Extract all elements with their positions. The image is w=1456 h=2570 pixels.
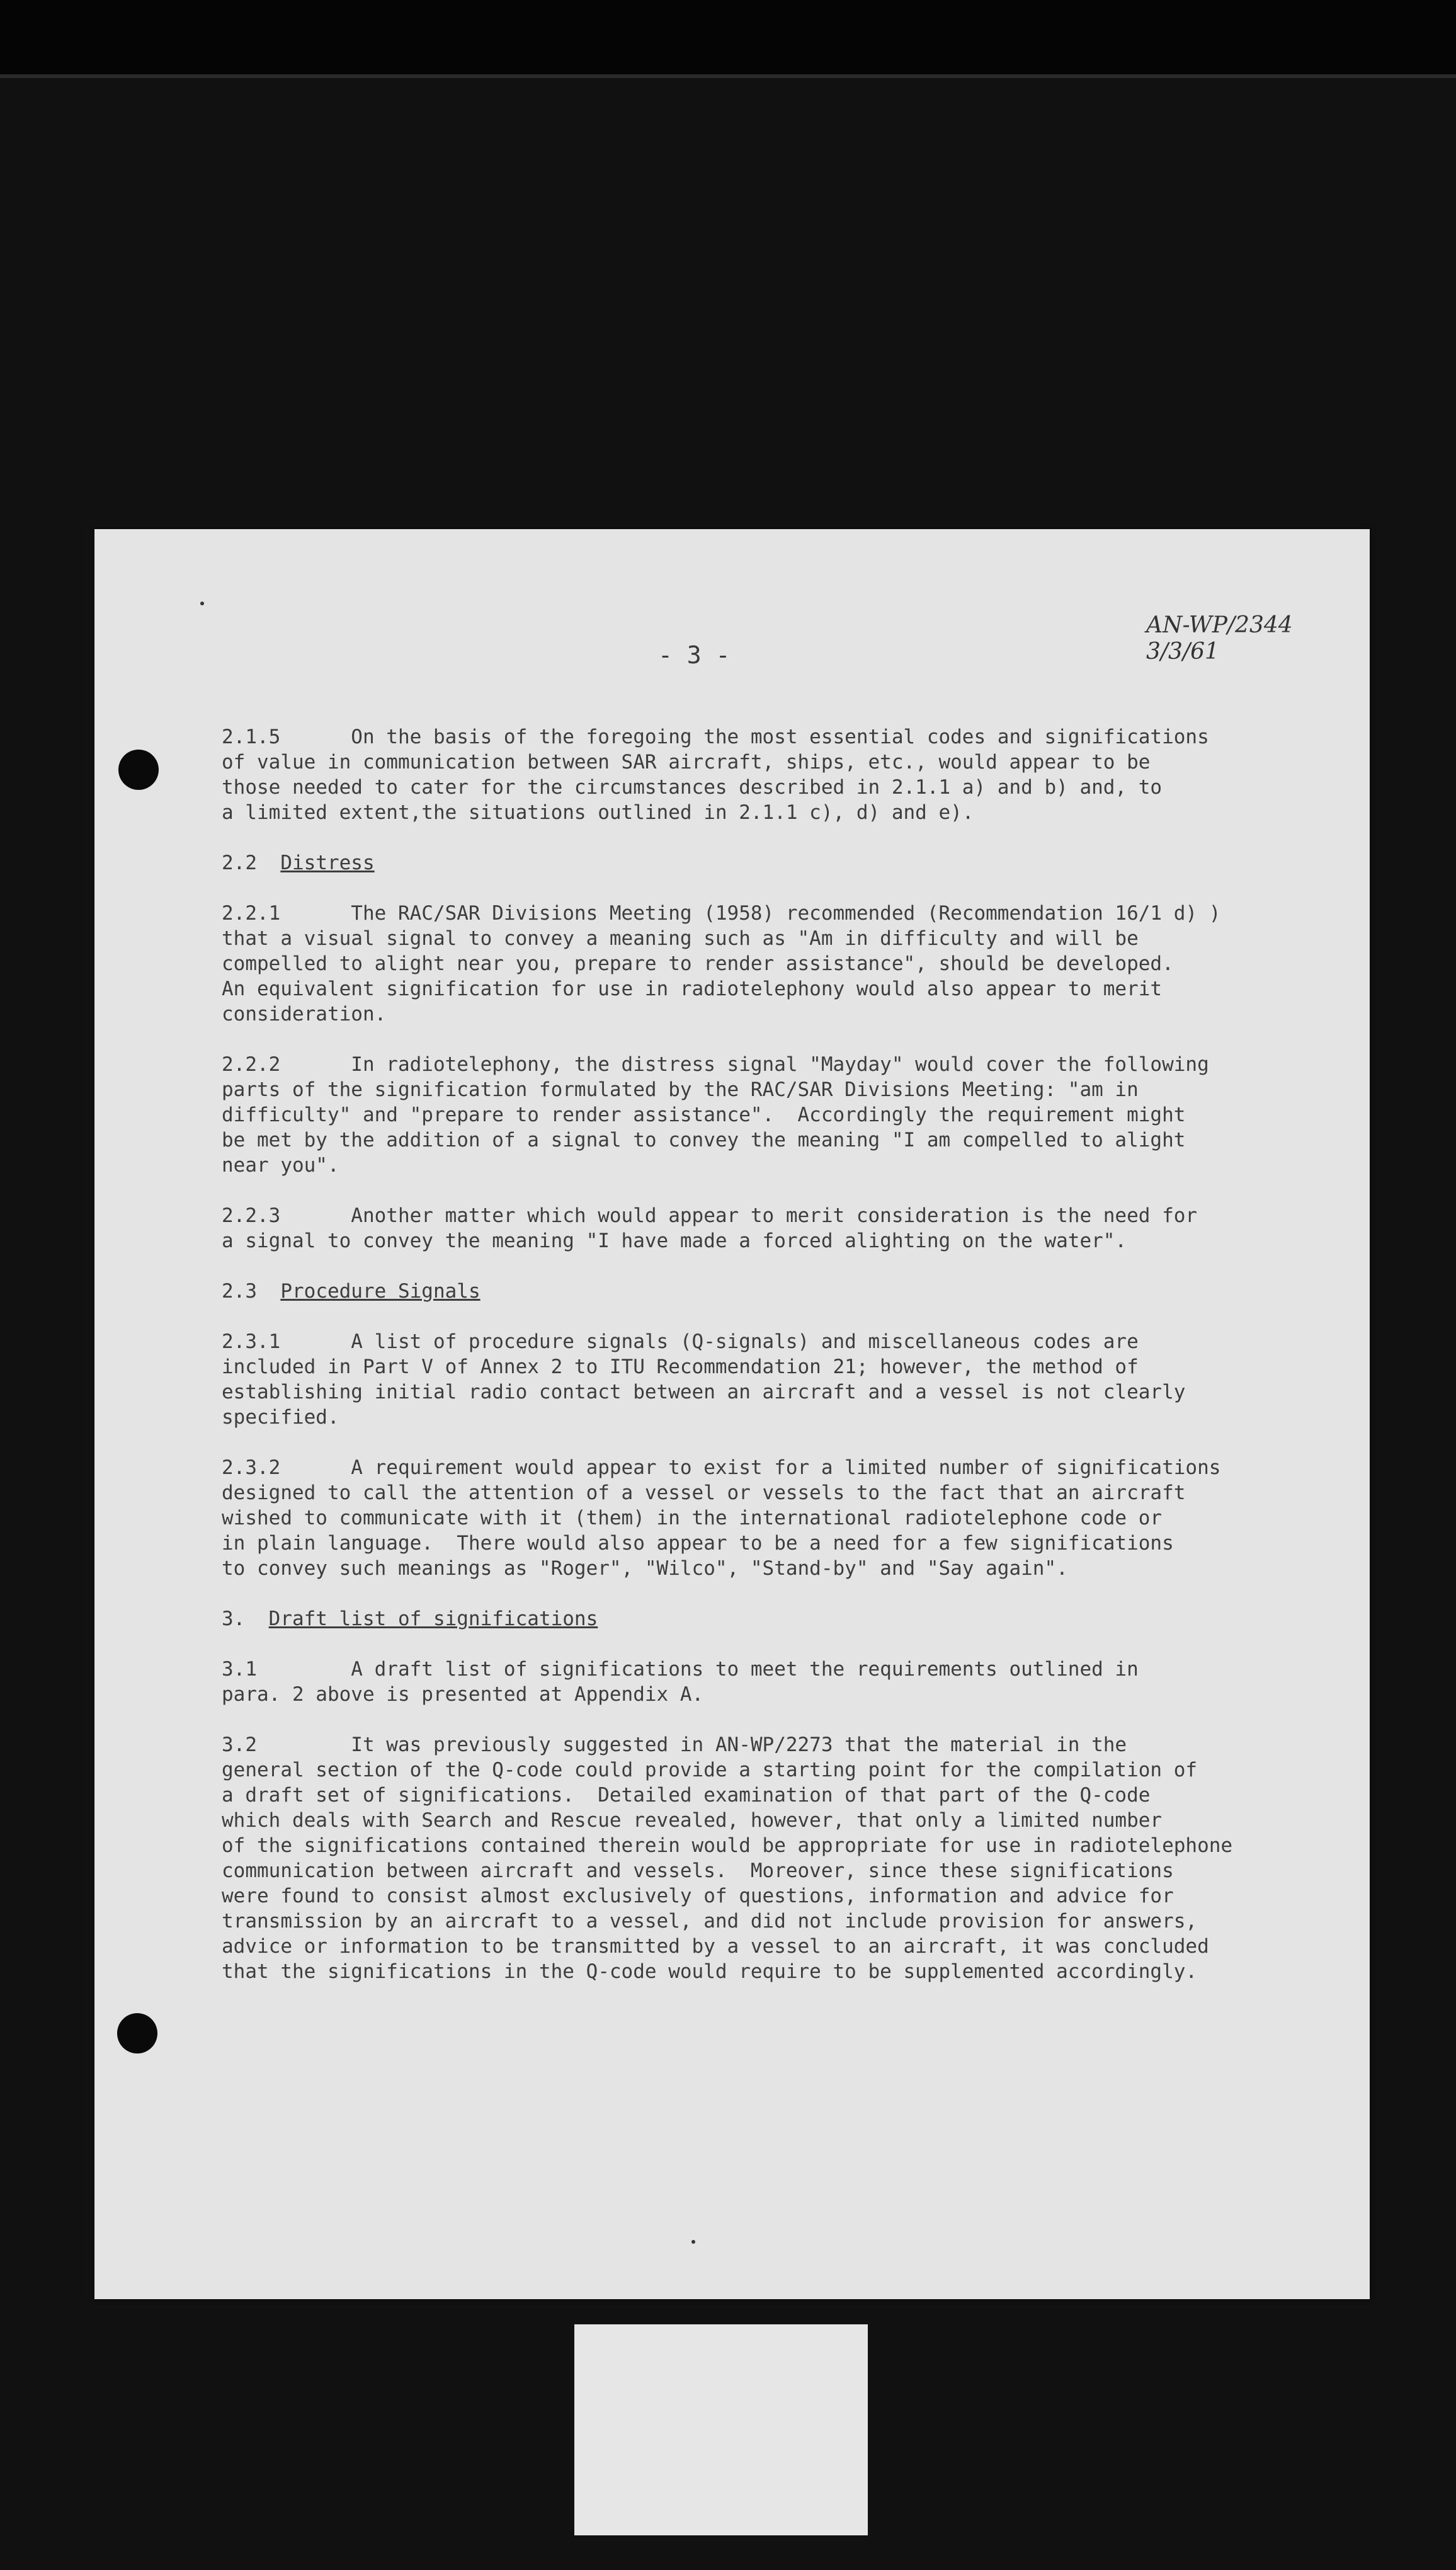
text-line: establishing initial radio contact between an aircraft and a vessel is not clearly — [222, 1381, 1186, 1403]
reference-date: 3/3/61 — [1146, 639, 1219, 665]
text-line: near you". — [222, 1154, 339, 1177]
text-line: An equivalent signification for use in radiotelephony would also appear to merit — [222, 978, 1163, 1000]
punch-hole-bottom — [117, 2013, 157, 2053]
section-number: 2.2 — [222, 852, 281, 874]
section-heading — [222, 1606, 1305, 1631]
paragraph — [222, 1657, 1305, 1707]
microfilm-target-card — [574, 2324, 868, 2535]
paragraph — [222, 1052, 1305, 1178]
text-line: wished to communicate with it (them) in the international radiotelephone code or — [222, 1507, 1163, 1529]
film-border-top — [0, 0, 1456, 76]
text-line: general section of the Q-code could provide a starting point for the compilation of — [222, 1759, 1198, 1781]
document-body — [222, 724, 1305, 2009]
text-line: a signal to convey the meaning "I have made a forced alighting on the water". — [222, 1230, 1127, 1252]
punch-hole-top — [118, 750, 159, 790]
text-line: communication between aircraft and vessels. Moreover, since these significations — [222, 1859, 1174, 1882]
paragraph — [222, 1203, 1305, 1254]
paragraph — [222, 724, 1305, 825]
section-title: Distress — [280, 852, 375, 874]
section-title: Draft list of significations — [268, 1608, 598, 1630]
text-line: compelled to alight near you, prepare to render assistance", should be developed. — [222, 952, 1174, 975]
text-line: to convey such meanings as "Roger", "Wilco", "Stand-by" and "Say again". — [222, 1557, 1068, 1580]
text-line: a draft set of significations. Detailed examination of that part of the Q-code — [222, 1784, 1151, 1807]
text-line: that a visual signal to convey a meaning such as "Am in difficulty and will be — [222, 927, 1139, 950]
text-line: 2.3.2 A requirement would appear to exist for a limited number of significations — [222, 1456, 1221, 1479]
section-number: 3. — [222, 1608, 269, 1630]
text-line: 2.2.3 Another matter which would appear to merit consideration is the need for — [222, 1204, 1198, 1227]
dust-speck — [691, 2240, 695, 2244]
text-line: in plain language. There would also appear to be a need for a few significations — [222, 1532, 1174, 1555]
text-line: 2.3.1 A list of procedure signals (Q-signals) and miscellaneous codes are — [222, 1330, 1139, 1353]
text-line: that the significations in the Q-code would require to be supplemented accordingly. — [222, 1960, 1198, 1983]
text-line: 2.2.2 In radiotelephony, the distress signal "Mayday" would cover the following — [222, 1053, 1209, 1076]
section-title: Procedure Signals — [280, 1280, 481, 1303]
text-line: consideration. — [222, 1003, 387, 1025]
text-line: of the significations contained therein would be appropriate for use in radiotelephone — [222, 1834, 1233, 1857]
dust-speck — [200, 602, 204, 605]
section-heading — [222, 1279, 1305, 1304]
text-line: 3.1 A draft list of significations to meet the requirements outlined in — [222, 1658, 1139, 1681]
reference-code: AN-WP/2344 — [1146, 612, 1293, 638]
section-heading — [222, 850, 1305, 876]
film-edge-line — [0, 74, 1456, 78]
text-line: difficulty" and "prepare to render assistance". Accordingly the requirement might — [222, 1104, 1186, 1126]
text-line: transmission by an aircraft to a vessel, and did not include provision for answers, — [222, 1910, 1198, 1933]
text-line: para. 2 above is presented at Appendix A. — [222, 1683, 704, 1706]
text-line: 3.2 It was previously suggested in AN-WP/2273 that the material in the — [222, 1733, 1127, 1756]
page-number: - 3 - — [658, 641, 731, 669]
text-line: those needed to cater for the circumstances described in 2.1.1 a) and b) and, to — [222, 776, 1163, 799]
text-line: were found to consist almost exclusively of questions, information and advice for — [222, 1885, 1174, 1907]
paragraph — [222, 901, 1305, 1027]
paragraph — [222, 1329, 1305, 1430]
text-line: 2.2.1 The RAC/SAR Divisions Meeting (1958) recommended (Recommendation 16/1 d) ) — [222, 902, 1221, 925]
text-line: a limited extent,the situations outlined in 2.1.1 c), d) and e). — [222, 801, 974, 824]
paragraph — [222, 1455, 1305, 1581]
text-line: be met by the addition of a signal to convey the meaning "I am compelled to alight — [222, 1129, 1186, 1151]
text-line: advice or information to be transmitted by a vessel to an aircraft, it was concluded — [222, 1935, 1209, 1958]
text-line: parts of the signification formulated by the RAC/SAR Divisions Meeting: "am in — [222, 1078, 1139, 1101]
text-line: of value in communication between SAR aircraft, ships, etc., would appear to be — [222, 751, 1151, 774]
text-line: which deals with Search and Rescue revealed, however, that only a limited number — [222, 1809, 1163, 1832]
text-line: designed to call the attention of a vessel or vessels to the fact that an aircraft — [222, 1482, 1186, 1504]
text-line: included in Part V of Annex 2 to ITU Recommendation 21; however, the method of — [222, 1356, 1139, 1378]
section-number: 2.3 — [222, 1280, 281, 1303]
text-line: 2.1.5 On the basis of the foregoing the most essential codes and significations — [222, 726, 1209, 748]
document-reference — [1146, 612, 1293, 665]
text-line: specified. — [222, 1406, 339, 1429]
paragraph — [222, 1732, 1305, 1984]
